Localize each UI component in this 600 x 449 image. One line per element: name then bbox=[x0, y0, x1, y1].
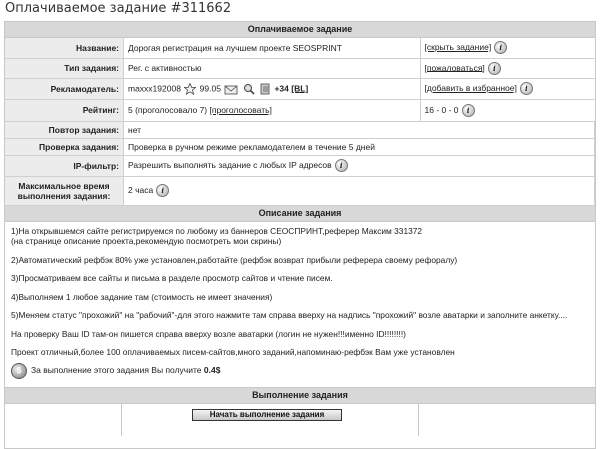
task-type-row bbox=[5, 58, 595, 78]
mail-icon[interactable] bbox=[224, 83, 238, 95]
check-label: Проверка задания: bbox=[5, 138, 124, 155]
description-step-4: 4)Выполняем 1 любое задание там (стоимость не имеет значения) bbox=[11, 291, 273, 302]
task-name-label: Название: bbox=[5, 38, 124, 58]
hide-task-link[interactable]: [скрыть задание] bbox=[424, 42, 492, 52]
info-icon[interactable]: i bbox=[520, 82, 533, 95]
rating-label: Рейтинг: bbox=[5, 99, 124, 121]
task-type-value: Рег. с активностью bbox=[124, 58, 421, 78]
repeat-label: Повтор задания: bbox=[5, 121, 124, 138]
description-line: 1)На открывшемся сайте регистрируемся по любому из баннеров СЕОСПРИНТ,реферер Максим 331372 bbox=[11, 225, 423, 236]
advertiser-row bbox=[5, 78, 595, 99]
task-name-row bbox=[5, 38, 595, 58]
repeat-row bbox=[5, 121, 595, 138]
reward-line bbox=[11, 363, 589, 379]
description-section-header: Описание задания bbox=[5, 206, 595, 222]
rating-value: 5 (проголосовало 7) bbox=[128, 105, 208, 115]
star-icon bbox=[184, 83, 196, 95]
add-favorite-link[interactable]: [добавить в избранное] bbox=[424, 82, 517, 93]
task-section-header: Оплачиваемое задание bbox=[5, 22, 595, 38]
rating-stats: 16 - 0 - 0 bbox=[424, 104, 459, 115]
notebook-icon[interactable] bbox=[259, 83, 271, 95]
reward-value: 0.4$ bbox=[203, 365, 221, 376]
description-step-3: 3)Просматриваем все сайты и письма в разделе просмотр сайтов и чтение писем. bbox=[11, 273, 333, 283]
task-info-table bbox=[5, 38, 595, 206]
ip-filter-row bbox=[5, 155, 595, 176]
task-type-label: Тип задания: bbox=[5, 58, 124, 78]
task-panel bbox=[4, 21, 596, 449]
max-time-row bbox=[5, 176, 595, 205]
advertiser-count: +34 bbox=[274, 82, 289, 93]
task-name-value: Дорогая регистрация на лучшем проекте SEOSPRINT bbox=[124, 38, 421, 58]
check-row bbox=[5, 138, 595, 155]
coin-icon: $ bbox=[11, 363, 27, 379]
advertiser-username[interactable]: maxxx192008 bbox=[128, 82, 181, 93]
execution-left-cell bbox=[5, 404, 122, 436]
description-step-1 bbox=[11, 226, 589, 247]
rating-row bbox=[5, 99, 595, 121]
max-time-label: Максимальное время выполнения задания: bbox=[5, 176, 124, 205]
start-task-button[interactable]: Начать выполнение задания bbox=[192, 409, 342, 421]
description-body bbox=[5, 222, 595, 379]
ip-filter-value: Разрешить выполнять задание с любых IP адресов bbox=[128, 159, 332, 170]
advertiser-rating: 99.05 bbox=[199, 82, 221, 93]
info-icon[interactable]: i bbox=[494, 41, 507, 54]
blacklist-link[interactable]: [BL] bbox=[291, 82, 309, 93]
info-icon[interactable]: i bbox=[462, 104, 475, 117]
vote-link[interactable]: [проголосовать] bbox=[209, 105, 272, 115]
info-icon[interactable]: i bbox=[156, 184, 169, 197]
execution-section-header: Выполнение задания bbox=[5, 387, 595, 404]
description-step-5: 5)Меняем статус "прохожий" на "рабочий"-для этого нажмите там справа вверху на надпись "прохожий" возле аватарки и заполните анкетку.... bbox=[11, 310, 568, 320]
reward-text: За выполнение этого задания Вы получите bbox=[31, 365, 202, 376]
description-line: (на странице описание проекта,рекомендую посмотреть мои скрины) bbox=[11, 236, 282, 246]
info-icon[interactable]: i bbox=[335, 159, 348, 172]
execution-right-cell bbox=[418, 404, 595, 436]
advertiser-label: Рекламодатель: bbox=[5, 78, 124, 99]
description-step-2: 2)Автоматический рефбэк 80% уже установлен,работайте (рефбэк возврат прибыли реферера своему рефоралу) bbox=[11, 254, 458, 265]
execution-row bbox=[5, 404, 595, 436]
info-icon[interactable]: i bbox=[488, 62, 501, 75]
max-time-value: 2 часа bbox=[128, 184, 154, 195]
complain-link[interactable]: [пожаловаться] bbox=[424, 62, 485, 73]
page-title: Оплачиваемое задание #311662 bbox=[5, 1, 232, 16]
description-id-note: На проверку Ваш ID там-он пишется справа вверху возле аватарки (логин не нужен!!!именно ID!!!!!!!!) bbox=[11, 328, 406, 339]
ip-filter-label: IP-фильтр: bbox=[5, 155, 124, 176]
check-value: Проверка в ручном режиме рекламодателем в течение 5 дней bbox=[124, 138, 595, 155]
repeat-value: нет bbox=[124, 121, 595, 138]
execution-center-cell bbox=[122, 404, 418, 436]
search-icon[interactable] bbox=[243, 83, 255, 95]
description-summary: Проект отличный,более 100 оплачиваемых писем-сайтов,много заданий,напоминаю-рефбэк Вам уже установлен bbox=[11, 347, 455, 357]
